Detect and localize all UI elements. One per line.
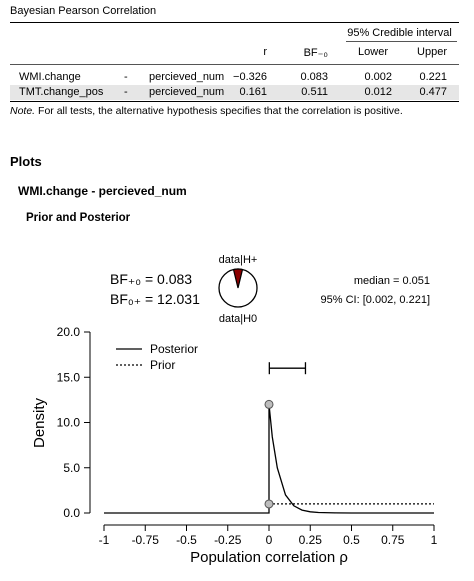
x-tick-label: 1 (430, 533, 438, 547)
row1-sep: - (124, 71, 128, 83)
median-label: median = 0.051 (353, 275, 430, 287)
note-text: For all tests, the alternative hypothesis specifies that the correlation is positive. (35, 105, 403, 117)
header-lower: Lower (358, 46, 388, 58)
x-tick-label: 0.5 (343, 533, 360, 547)
row2-sep: - (124, 86, 128, 98)
pair-title: WMI.change - percieved_num (18, 184, 187, 198)
row1-bf: 0.083 (300, 71, 328, 83)
header-r: r (263, 46, 267, 58)
bf-plus-0-label: BF₊₀ = 0.083 (110, 271, 193, 287)
x-tick-label: -1 (98, 533, 110, 547)
x-tick-label: 0 (265, 533, 273, 547)
header-bf: BF₋₀ (303, 47, 328, 59)
x-tick-label: -0.25 (214, 533, 242, 547)
row2-var1: TMT.change_pos (19, 86, 104, 98)
y-axis-ticks (57, 325, 90, 520)
row2-upper: 0.477 (419, 86, 447, 98)
row2-r: 0.161 (239, 86, 267, 98)
row1-lower: 0.002 (364, 71, 392, 83)
row2-var2: percieved_num (149, 86, 225, 98)
y-tick-label: 20.0 (56, 325, 80, 339)
density-point (265, 400, 273, 408)
x-axis-label: Population correlation ρ (190, 549, 348, 566)
table-top-rule (10, 22, 459, 23)
x-tick-label: 0.75 (381, 533, 405, 547)
note-label: Note. (10, 105, 36, 117)
pie-top-label: data|H+ (218, 254, 258, 266)
prior-posterior-plot (0, 240, 474, 580)
y-tick-label: 0.0 (63, 506, 80, 520)
y-tick-label: 15.0 (56, 370, 80, 385)
ci-label: 95% CI: [0.002, 0.221] (320, 294, 430, 306)
legend-prior-label: Prior (150, 358, 176, 372)
header-upper: Upper (417, 46, 447, 58)
row2-bf: 0.511 (301, 86, 328, 98)
plots-heading: Plots (10, 154, 42, 169)
legend-posterior-label: Posterior (150, 342, 199, 356)
credible-interval-header: 95% Credible interval (347, 27, 452, 39)
row1-var1: WMI.change (19, 71, 81, 83)
row2-lower: 0.012 (364, 86, 392, 98)
x-tick-label: -0.5 (176, 533, 197, 547)
table-bottom-rule (10, 101, 459, 102)
row1-var2: percieved_num (149, 71, 225, 83)
x-tick-label: 0.25 (298, 533, 322, 547)
y-tick-label: 10.0 (56, 415, 80, 430)
credible-interval-bar (269, 362, 305, 374)
header-rule (10, 64, 459, 65)
y-axis-label: Density (31, 397, 48, 449)
x-tick-label: -0.75 (131, 533, 159, 547)
table-title: Bayesian Pearson Correlation (10, 5, 157, 17)
density-point (265, 500, 273, 508)
credible-interval-rule (346, 41, 457, 42)
y-tick-label: 5.0 (63, 460, 80, 475)
subplot-title: Prior and Posterior (26, 212, 131, 224)
row1-r: −0.326 (233, 71, 267, 83)
pie-bottom-label: data|H0 (218, 313, 258, 325)
posterior-density-line (104, 404, 434, 513)
bf-0-plus-label: BF₀₊ = 12.031 (110, 291, 200, 307)
table-note (10, 105, 403, 117)
x-axis-ticks (99, 525, 438, 547)
row1-upper: 0.221 (419, 71, 447, 83)
